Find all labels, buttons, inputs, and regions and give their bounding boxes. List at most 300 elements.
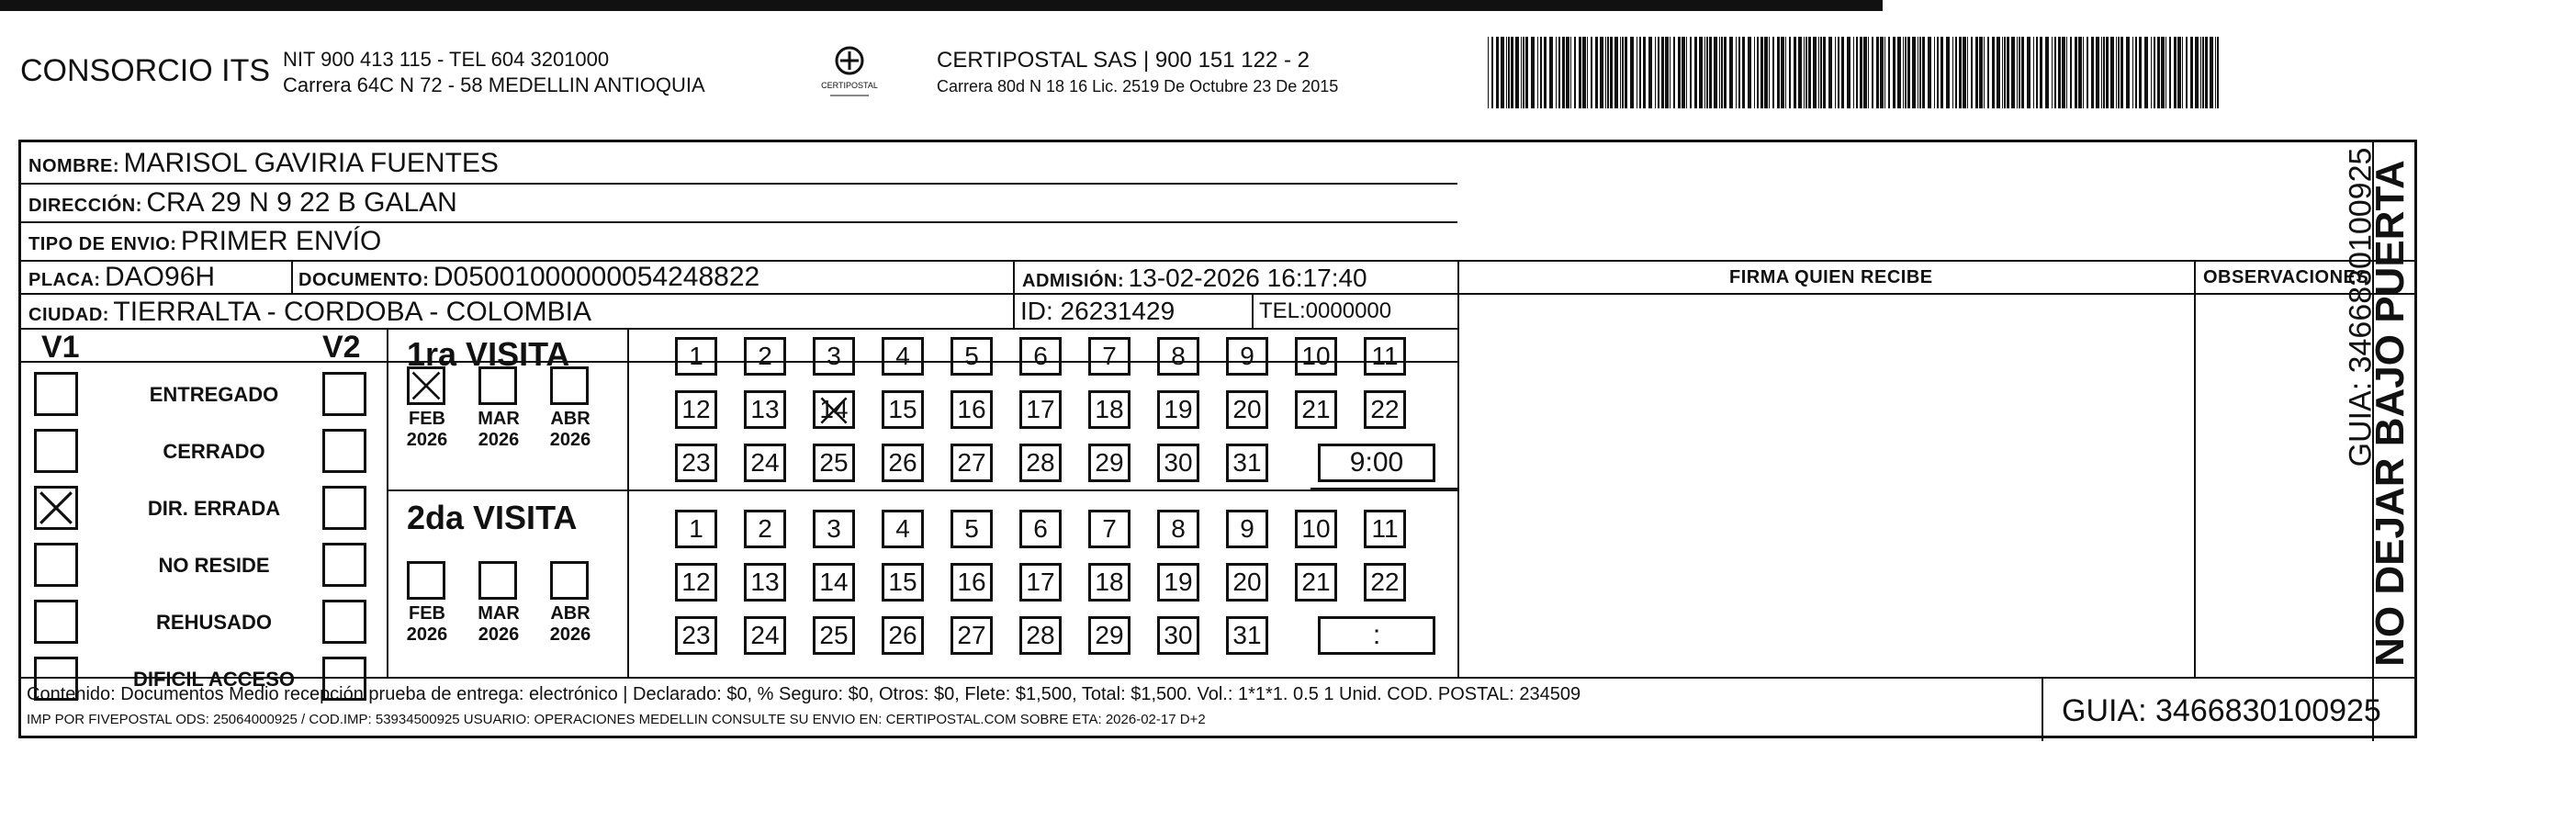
month-year: 2026 (406, 430, 448, 450)
barcode-bar (1523, 37, 1524, 108)
day-checkbox[interactable] (1157, 510, 1199, 548)
barcode-bar (1531, 37, 1535, 108)
barcode-bar (2027, 37, 2030, 108)
day-number: 16 (957, 568, 986, 596)
barcode-bar (1614, 37, 1618, 108)
document-cell (298, 262, 759, 293)
day-number: 10 (1301, 514, 1331, 543)
barcode-bar (1934, 37, 1935, 108)
day-number: 1 (689, 514, 703, 543)
month-name: FEB (409, 409, 445, 429)
day-checkbox[interactable] (675, 390, 717, 429)
barcode-bar (1940, 37, 1943, 108)
barcode-bar (1661, 37, 1664, 108)
barcode-bar (1742, 37, 1745, 108)
barcode-bar (2190, 37, 2193, 108)
day-number: 27 (957, 448, 986, 477)
day-checkbox[interactable] (675, 563, 717, 602)
barcode-bar (2110, 37, 2114, 108)
barcode-bar (2202, 37, 2204, 108)
v2-checkbox[interactable] (322, 372, 366, 416)
month-year: 2026 (406, 624, 448, 645)
day-checkbox[interactable] (1019, 616, 1062, 655)
barcode-bar (1880, 37, 1884, 108)
day-checkbox[interactable] (1019, 337, 1062, 376)
v2-checkbox[interactable] (322, 486, 366, 530)
day-checkbox[interactable] (1019, 563, 1062, 602)
day-number: 10 (1301, 342, 1331, 370)
barcode-bar (1506, 37, 1507, 108)
barcode-bar (1655, 37, 1656, 108)
day-checkbox[interactable] (882, 563, 924, 602)
day-number: 18 (1095, 395, 1124, 423)
barcode-bar (2217, 37, 2219, 108)
x-mark-icon (37, 489, 75, 527)
day-checkbox[interactable] (813, 390, 855, 429)
visit1-title: 1ra VISITA (407, 335, 570, 373)
day-checkbox[interactable] (951, 510, 993, 548)
day-checkbox[interactable] (1295, 390, 1337, 429)
day-checkbox[interactable] (1364, 510, 1406, 548)
time-box[interactable]: : (1318, 616, 1435, 655)
day-checkbox[interactable] (1088, 390, 1131, 429)
city-label: CIUDAD: (28, 305, 109, 325)
day-number: 21 (1301, 568, 1331, 596)
day-checkbox[interactable] (1019, 390, 1062, 429)
barcode-bar (2004, 37, 2006, 108)
day-checkbox[interactable] (675, 337, 717, 376)
type-label: TIPO DE ENVIO: (28, 234, 177, 254)
barcode-bar (2169, 37, 2171, 108)
day-checkbox[interactable] (951, 444, 993, 482)
day-checkbox[interactable] (1157, 390, 1199, 429)
barcode-bar (2087, 37, 2088, 108)
barcode-bar (2070, 37, 2072, 108)
barcode-bar (1537, 37, 1538, 108)
barcode-bar (2011, 37, 2015, 108)
barcode-bar (2019, 37, 2020, 108)
day-checkbox[interactable] (1157, 563, 1199, 602)
city-cell (28, 297, 591, 328)
barcode-bar (1888, 37, 1890, 108)
day-number: 4 (895, 514, 910, 543)
day-number: 17 (1026, 395, 1055, 423)
day-number: 29 (1095, 448, 1124, 477)
barcode-bar (1959, 37, 1962, 108)
month-label (543, 603, 598, 646)
month-checkbox[interactable] (550, 561, 589, 600)
barcode-bar (1544, 37, 1547, 108)
day-number: 13 (750, 568, 780, 596)
address-row (28, 187, 457, 219)
day-number: 12 (681, 395, 711, 423)
day-checkbox[interactable] (951, 616, 993, 655)
day-number: 2 (758, 514, 772, 543)
content-line: Contenido: Documentos Medio recepción prueba de entrega: electrónico | Declarado: $0, % Seguro: $0, Otros: $0, Flete: $1,500, Total: $1,500. Vol.: 1*1*1. 0.5 1 Unid. COD. POSTAL: 234509 (27, 684, 1581, 704)
barcode-bar (2007, 37, 2009, 108)
barcode-bar (2066, 37, 2067, 108)
month-name: MAR (478, 603, 520, 624)
barcode-bar (2144, 37, 2148, 108)
barcode-bar (1841, 37, 1844, 108)
barcode-bar (1757, 37, 1759, 108)
x-mark-icon (410, 369, 443, 402)
day-number: 11 (1371, 342, 1399, 370)
barcode-bar (1769, 37, 1770, 108)
day-checkbox[interactable] (1226, 390, 1268, 429)
day-number: 4 (895, 342, 910, 370)
day-number: 21 (1301, 395, 1331, 423)
side-guia-panel (2343, 106, 2385, 510)
barcode-bar (1738, 37, 1740, 108)
row-divider (21, 183, 1457, 185)
barcode-bar (1549, 37, 1553, 108)
barcode-bar (1963, 37, 1966, 108)
barcode-bar (2132, 37, 2133, 108)
barcode-bar (1508, 37, 1510, 108)
barcode-bar (2200, 37, 2201, 108)
barcode-bar (1893, 37, 1895, 108)
day-checkbox[interactable] (1019, 510, 1062, 548)
day-checkbox[interactable] (1088, 444, 1131, 482)
reason-label: NO RESIDE (158, 554, 270, 577)
day-number: 25 (819, 621, 849, 649)
day-checkbox[interactable] (1088, 563, 1131, 602)
day-checkbox[interactable] (1295, 563, 1337, 602)
barcode-bar (1724, 37, 1727, 108)
day-checkbox[interactable] (1157, 337, 1199, 376)
day-number: 14 (819, 568, 849, 596)
barcode-bar (1955, 37, 1957, 108)
delivery-form (18, 140, 2417, 738)
barcode-bar (1704, 37, 1705, 108)
month-year: 2026 (549, 624, 591, 645)
shipment-type: PRIMER ENVÍO (180, 226, 382, 256)
reason-label: CERRADO (163, 440, 265, 463)
barcode-bar (2036, 37, 2038, 108)
row-divider (21, 328, 1457, 330)
barcode-bar (1789, 37, 1791, 108)
barcode-bar (1556, 37, 1557, 108)
barcode-bar (1714, 37, 1717, 108)
barcode-bar (2075, 37, 2077, 108)
barcode-bar (1919, 37, 1921, 108)
barcode-bar (1856, 37, 1858, 108)
v1-checkbox[interactable] (34, 600, 78, 644)
barcode-bar (1952, 37, 1953, 108)
v2-checkbox[interactable] (322, 600, 366, 644)
barcode-bar (1818, 37, 1819, 108)
day-number: 31 (1232, 621, 1262, 649)
barcode-bar (1665, 37, 1669, 108)
time-box[interactable]: 9:00 (1318, 444, 1435, 482)
day-number: 7 (1102, 514, 1117, 543)
barcode-bar (1808, 37, 1811, 108)
barcode (1488, 37, 2222, 108)
day-number: 29 (1095, 621, 1124, 649)
barcode-graphic (1488, 37, 2222, 108)
day-number: 26 (888, 448, 917, 477)
day-checkbox[interactable] (951, 390, 993, 429)
month-name: ABR (550, 603, 591, 624)
day-checkbox[interactable] (813, 444, 855, 482)
month-year: 2026 (478, 430, 520, 450)
barcode-bar (2116, 37, 2117, 108)
day-number: 23 (681, 621, 711, 649)
barcode-bar (1673, 37, 1675, 108)
observations-header: OBSERVACIONES (2203, 267, 2369, 287)
v1-checkbox[interactable] (34, 429, 78, 473)
day-checkbox[interactable] (813, 337, 855, 376)
barcode-bar (1496, 37, 1499, 108)
col-divider (291, 260, 293, 293)
day-number: 18 (1095, 568, 1124, 596)
imp-line: IMP POR FIVEPOSTAL ODS: 25064000925 / COD.IMP: 53934500925 USUARIO: OPERACIONES MEDELLIN CONSULTE SU ENVIO EN: CERTIPOSTAL.COM SOBRE ETA: 2026-02-17 D+2 (27, 712, 1206, 727)
day-checkbox[interactable] (1019, 444, 1062, 482)
signature-header: FIRMA QUIEN RECIBE (1729, 267, 1933, 287)
day-number: 7 (1102, 342, 1117, 370)
barcode-bar (1987, 37, 1989, 108)
day-checkbox[interactable] (882, 390, 924, 429)
barcode-bar (1719, 37, 1720, 108)
v1-checkbox[interactable] (34, 372, 78, 416)
certipostal-logo (817, 40, 882, 105)
barcode-bar (2002, 37, 2003, 108)
day-number: 3 (827, 514, 841, 543)
day-number: 5 (964, 514, 979, 543)
admission-value: 13-02-2026 16:17:40 (1128, 264, 1367, 292)
barcode-bar (1521, 37, 1522, 108)
day-number: 6 (1033, 514, 1048, 543)
month-checkbox[interactable] (407, 561, 445, 600)
barcode-bar (1620, 37, 1621, 108)
barcode-bar (2040, 37, 2042, 108)
barcode-bar (1579, 37, 1581, 108)
barcode-bar (1515, 37, 1519, 108)
day-checkbox[interactable] (744, 390, 786, 429)
side-notice: NO DEJAR BAJO PUERTA (2368, 160, 2413, 667)
v2-checkbox[interactable] (322, 429, 366, 473)
day-checkbox[interactable] (1226, 510, 1268, 548)
day-checkbox[interactable] (1295, 337, 1337, 376)
barcode-bar (1607, 37, 1609, 108)
day-number: 28 (1026, 621, 1055, 649)
day-checkbox[interactable] (813, 510, 855, 548)
barcode-bar (1699, 37, 1703, 108)
day-checkbox[interactable] (1088, 510, 1131, 548)
day-number: 17 (1026, 568, 1055, 596)
barcode-bar (1582, 37, 1586, 108)
day-checkbox[interactable] (882, 337, 924, 376)
barcode-bar (2017, 37, 2018, 108)
day-number: 25 (819, 448, 849, 477)
month-label (399, 603, 455, 646)
day-checkbox[interactable] (1157, 444, 1199, 482)
v1-label: V1 (41, 330, 80, 365)
barcode-bar (1501, 37, 1504, 108)
day-number: 26 (888, 621, 917, 649)
day-checkbox[interactable] (675, 510, 717, 548)
barcode-bar (2215, 37, 2216, 108)
month-checkbox[interactable] (550, 366, 589, 405)
day-number: 8 (1171, 514, 1186, 543)
barcode-bar (1772, 37, 1774, 108)
barcode-bar (1868, 37, 1869, 108)
day-checkbox[interactable] (744, 616, 786, 655)
barcode-bar (1709, 37, 1712, 108)
address-label: DIRECCIÓN: (28, 196, 142, 216)
barcode-bar (1686, 37, 1687, 108)
day-checkbox[interactable] (1226, 444, 1268, 482)
v1-checkbox[interactable] (34, 543, 78, 587)
day-number: 24 (750, 448, 780, 477)
day-checkbox[interactable] (744, 510, 786, 548)
barcode-bar (1736, 37, 1737, 108)
day-number: 8 (1171, 342, 1186, 370)
day-number: 11 (1371, 514, 1399, 543)
barcode-bar (1748, 37, 1751, 108)
day-checkbox[interactable] (813, 616, 855, 655)
day-checkbox[interactable] (1226, 337, 1268, 376)
barcode-bar (1525, 37, 1528, 108)
barcode-bar (1566, 37, 1569, 108)
recipient-name: MARISOL GAVIRIA FUENTES (123, 148, 499, 178)
day-number: 1 (689, 342, 703, 370)
barcode-bar (1785, 37, 1786, 108)
barcode-bar (2157, 37, 2160, 108)
day-checkbox[interactable] (1364, 390, 1406, 429)
day-checkbox[interactable] (882, 616, 924, 655)
day-checkbox[interactable] (675, 616, 717, 655)
reason-label: REHUSADO (156, 611, 272, 634)
barcode-bar (1600, 37, 1603, 108)
barcode-bar (1903, 37, 1904, 108)
v1-checkbox[interactable] (34, 486, 78, 530)
barcode-bar (1798, 37, 1802, 108)
barcode-bar (2195, 37, 2199, 108)
month-label (543, 409, 598, 451)
day-number: 9 (1240, 342, 1254, 370)
barcode-bar (1860, 37, 1862, 108)
day-checkbox[interactable] (882, 444, 924, 482)
barcode-bar (1643, 37, 1646, 108)
day-number: 19 (1164, 395, 1193, 423)
month-checkbox[interactable] (478, 561, 517, 600)
day-checkbox[interactable] (1364, 337, 1406, 376)
barcode-bar (1922, 37, 1925, 108)
day-checkbox[interactable] (1364, 563, 1406, 602)
barcode-bar (1587, 37, 1588, 108)
day-checkbox[interactable] (744, 563, 786, 602)
reason-label: ENTREGADO (149, 383, 279, 406)
day-checkbox[interactable] (1295, 510, 1337, 548)
v2-checkbox[interactable] (322, 543, 366, 587)
barcode-bar (1570, 37, 1571, 108)
day-number: 27 (957, 621, 986, 649)
barcode-bar (2182, 37, 2183, 108)
barcode-bar (1928, 37, 1931, 108)
day-checkbox[interactable] (1157, 616, 1199, 655)
day-mark (817, 395, 850, 426)
barcode-bar (1511, 37, 1513, 108)
barcode-bar (2135, 37, 2137, 108)
month-checkbox[interactable] (407, 366, 445, 405)
barcode-bar (2210, 37, 2213, 108)
barcode-bar (1491, 37, 1493, 108)
barcode-bar (2091, 37, 2094, 108)
day-number: 19 (1164, 568, 1193, 596)
x-mark-icon (817, 395, 850, 426)
name-label: NOMBRE: (28, 156, 120, 176)
month-name: MAR (478, 409, 520, 429)
carrier-address: Carrera 80d N 18 16 Lic. 2519 De Octubre 23 De 2015 (937, 77, 1339, 96)
barcode-bar (1979, 37, 1983, 108)
barcode-bar (2096, 37, 2099, 108)
barcode-bar (1823, 37, 1826, 108)
day-number: 23 (681, 448, 711, 477)
barcode-bar (1838, 37, 1839, 108)
barcode-bar (1805, 37, 1807, 108)
day-checkbox[interactable] (813, 563, 855, 602)
company-name: CONSORCIO ITS (20, 53, 271, 88)
barcode-bar (1595, 37, 1598, 108)
document-label: DOCUMENTO: (298, 270, 430, 290)
day-checkbox[interactable] (675, 444, 717, 482)
day-checkbox[interactable] (951, 337, 993, 376)
barcode-bar (2052, 37, 2053, 108)
barcode-bar (1574, 37, 1576, 108)
month-label (471, 603, 526, 646)
day-checkbox[interactable] (1226, 563, 1268, 602)
day-checkbox[interactable] (744, 444, 786, 482)
day-checkbox[interactable] (744, 337, 786, 376)
month-checkbox[interactable] (478, 366, 517, 405)
barcode-bar (1907, 37, 1910, 108)
col-divider (1252, 293, 1254, 328)
row-divider (21, 293, 2414, 295)
day-number: 14 (819, 395, 849, 423)
barcode-bar (1777, 37, 1780, 108)
day-checkbox[interactable] (1088, 616, 1131, 655)
month-label (471, 409, 526, 451)
barcode-bar (1835, 37, 1836, 108)
barcode-bar (1630, 37, 1634, 108)
barcode-bar (2174, 37, 2177, 108)
barcode-bar (2101, 37, 2102, 108)
day-checkbox[interactable] (1226, 616, 1268, 655)
month-name: FEB (409, 603, 445, 624)
month-label (399, 409, 455, 451)
day-checkbox[interactable] (951, 563, 993, 602)
barcode-bar (1992, 37, 1995, 108)
barcode-bar (1905, 37, 1907, 108)
barcode-bar (1781, 37, 1784, 108)
day-number: 22 (1370, 395, 1400, 423)
barcode-bar (2120, 37, 2123, 108)
barcode-bar (1706, 37, 1708, 108)
plate-cell (28, 262, 215, 293)
day-checkbox[interactable] (882, 510, 924, 548)
recipient-address: CRA 29 N 9 22 B GALAN (146, 187, 457, 218)
barcode-bar (1804, 37, 1805, 108)
carrier-name: CERTIPOSTAL SAS | 900 151 122 - 2 (937, 48, 1310, 73)
day-checkbox[interactable] (1088, 337, 1131, 376)
barcode-bar (1884, 37, 1885, 108)
svg-text:CERTIPOSTAL: CERTIPOSTAL (821, 81, 878, 90)
barcode-bar (1937, 37, 1939, 108)
v2-label: V2 (322, 330, 361, 365)
barcode-bar (2118, 37, 2120, 108)
